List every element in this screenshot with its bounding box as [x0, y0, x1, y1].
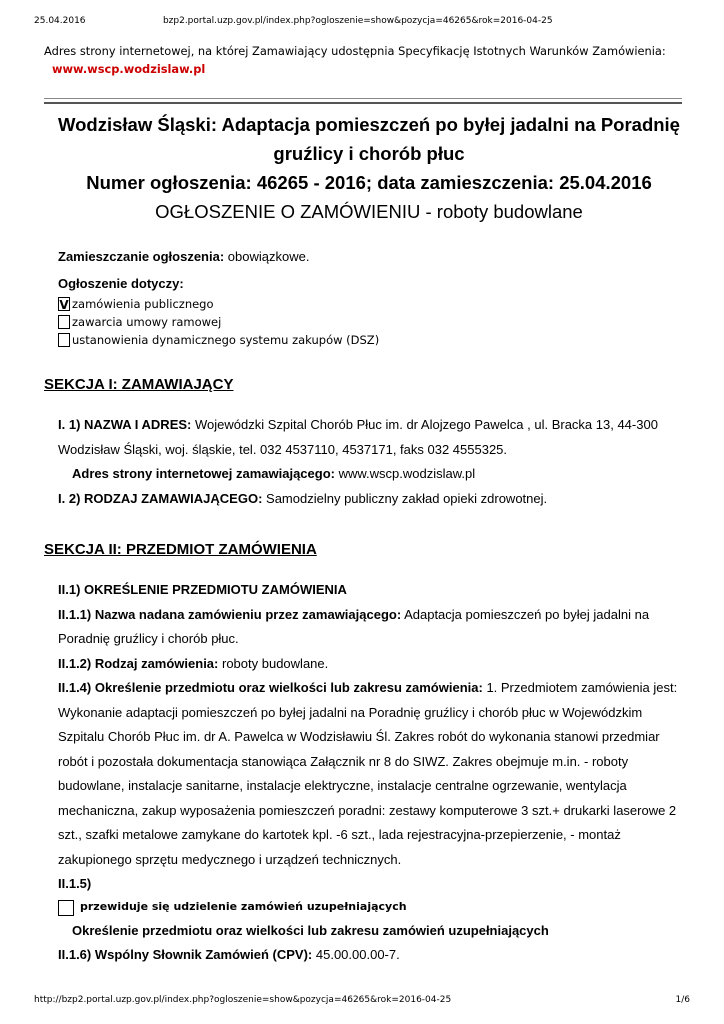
page-number: 1/6 [675, 995, 690, 1005]
cpv-row [58, 943, 678, 968]
kind-label: II.1.2) Rodzaj zamówienia: [58, 655, 219, 671]
www-value: www.wscp.wodzislaw.pl [338, 466, 476, 481]
scope-line: Wykonanie adaptacji pomieszczeń po byłej jadalni na Poradnię gruźlicy i chorób płuc w Wojewódzkim [58, 704, 643, 720]
concerns-option [58, 313, 678, 331]
concerns-group [58, 276, 678, 349]
type-label: I. 2) RODZAJ ZAMAWIAJĄCEGO: [58, 490, 263, 506]
print-header [34, 16, 690, 26]
scope-line: zakupionego sprzętu medycznego i urządzeń technicznych. [58, 851, 402, 867]
option-label: ustanowienia dynamicznego systemu zakupów (DSZ) [72, 333, 380, 347]
name-label: II.1.1) Nazwa nadana zamówieniu przez zamawiającego: [58, 606, 402, 622]
supplementary-option [58, 897, 678, 919]
option-label: przewiduje się udzielenie zamówień uzupełniających [80, 900, 407, 914]
supplementary-desc: Określenie przedmiotu oraz wielkości lub zakresu zamówień uzupełniających [72, 922, 549, 938]
www-label: Adres strony internetowej zamawiającego: [72, 466, 335, 481]
name-value: Wojewódzki Szpital Chorób Płuc im. dr Alojzego Pawelca , ul. Bracka 13, 44-300 [195, 417, 658, 432]
scope-row [58, 676, 678, 701]
print-footer [34, 995, 690, 1005]
scope-line: robót i pozostała dokumentacja stanowiąca Załącznik nr 8 do SIWZ. Zakres obejmuje m.in. - roboty [58, 753, 629, 769]
concerns-option [58, 331, 678, 349]
checkbox[interactable] [58, 900, 74, 916]
checkbox[interactable]: V [59, 298, 69, 312]
scope-line: mechaniczna, zakup wyposażenia pomieszczeń poradni: zestawy komputerowe 3 szt.+ drukarki laserowe 2 [58, 802, 677, 818]
checkbox[interactable] [58, 315, 70, 329]
name-value-cont: Poradnię gruźlicy i chorób płuc. [58, 631, 239, 646]
print-url: bzp2.portal.uzp.gov.pl/index.php?ogloszenie=show&pozycja=46265&rok=2016-04-25 [162, 16, 553, 26]
divider [44, 98, 682, 104]
name-label: I. 1) NAZWA I ADRES: [58, 417, 192, 432]
name-value: Adaptacja pomieszczeń po byłej jadalni na [404, 606, 650, 622]
checkbox[interactable] [58, 333, 70, 347]
scope-line: budowlane, instalacje sanitarne, instalacje elektryczne, instalacje centralne ogrzewanie, wentylacja [58, 778, 627, 793]
option-label: zawarcia umowy ramowej [72, 315, 222, 329]
option-label: zamówienia publicznego [72, 297, 214, 311]
scope-line: 1. Przedmiotem zamówienia jest: [486, 680, 678, 695]
scope-label: II.1.4) Określenie przedmiotu oraz wielkości lub zakresu zamówienia: [58, 680, 483, 695]
section1-heading: SEKCJA I: ZAMAWIAJĄCY [44, 376, 234, 393]
footer-url: http://bzp2.portal.uzp.gov.pl/index.php?ogloszenie=show&pozycja=46265&rok=2016-04-25 [34, 995, 452, 1005]
name-address [58, 413, 678, 438]
cpv-label: II.1.6) Wspólny Słownik Zamówień (CPV): [58, 947, 313, 962]
notice-number: Numer ogłoszenia: 46265 - 2016; data zamieszczenia: 25.04.2016 [86, 172, 652, 193]
scope-line: Szpitalu Chorób Płuc im. dr A. Pawelca w Wodzisławiu Śl. Zakres robót do wykonania stanowi przedmiar [58, 729, 660, 744]
cpv-value: 45.00.00.00-7. [315, 947, 400, 962]
name-value-cont: Wodzisław Śląski, woj. śląskie, tel. 032 4537110, 4537171, faks 032 4555325. [58, 441, 508, 457]
posting-label: Zamieszczanie ogłoszenia: [58, 249, 225, 264]
kind-value: roboty budowlane. [222, 655, 329, 671]
name-row [58, 603, 678, 628]
scope-line: szt., szafki metalowe zamykane do kartotek kpl. -6 szt., lada rejestracyjna-przepierzenie, - montaż [58, 827, 621, 842]
siwz-link[interactable]: www.wscp.wodzislaw.pl [52, 62, 206, 76]
concerns-option [58, 295, 678, 313]
p115-label: II.1.5) [58, 876, 92, 891]
page-title: Wodzisław Śląski: Adaptacja pomieszczeń po byłej jadalni na Poradnię gruźlicy i chorób płuc [58, 114, 680, 164]
siwz-label: Adres strony internetowej, na której Zamawiający udostępnia Specyfikację Istotnych Warunków Zamówienia: [44, 44, 666, 58]
type-value: Samodzielny publiczny zakład opieki zdrowotnej. [266, 490, 548, 506]
section2-body [58, 578, 678, 968]
section2-heading: SEKCJA II: PRZEDMIOT ZAMÓWIENIA [44, 541, 317, 558]
www-row [58, 462, 678, 487]
kind-row [58, 652, 678, 677]
subsection-title: II.1) OKREŚLENIE PRZEDMIOTU ZAMÓWIENIA [58, 582, 347, 597]
print-date: 25.04.2016 [34, 16, 86, 26]
notice-kind: OGŁOSZENIE O ZAMÓWIENIU - roboty budowlane [155, 201, 583, 222]
section1-body [58, 413, 678, 511]
posting-row [58, 249, 678, 264]
siwz-notice [44, 42, 684, 78]
concerns-label: Ogłoszenie dotyczy: [58, 276, 184, 291]
notice-title [44, 110, 694, 226]
posting-value: obowiązkowe. [227, 249, 310, 264]
type-row [58, 487, 678, 512]
